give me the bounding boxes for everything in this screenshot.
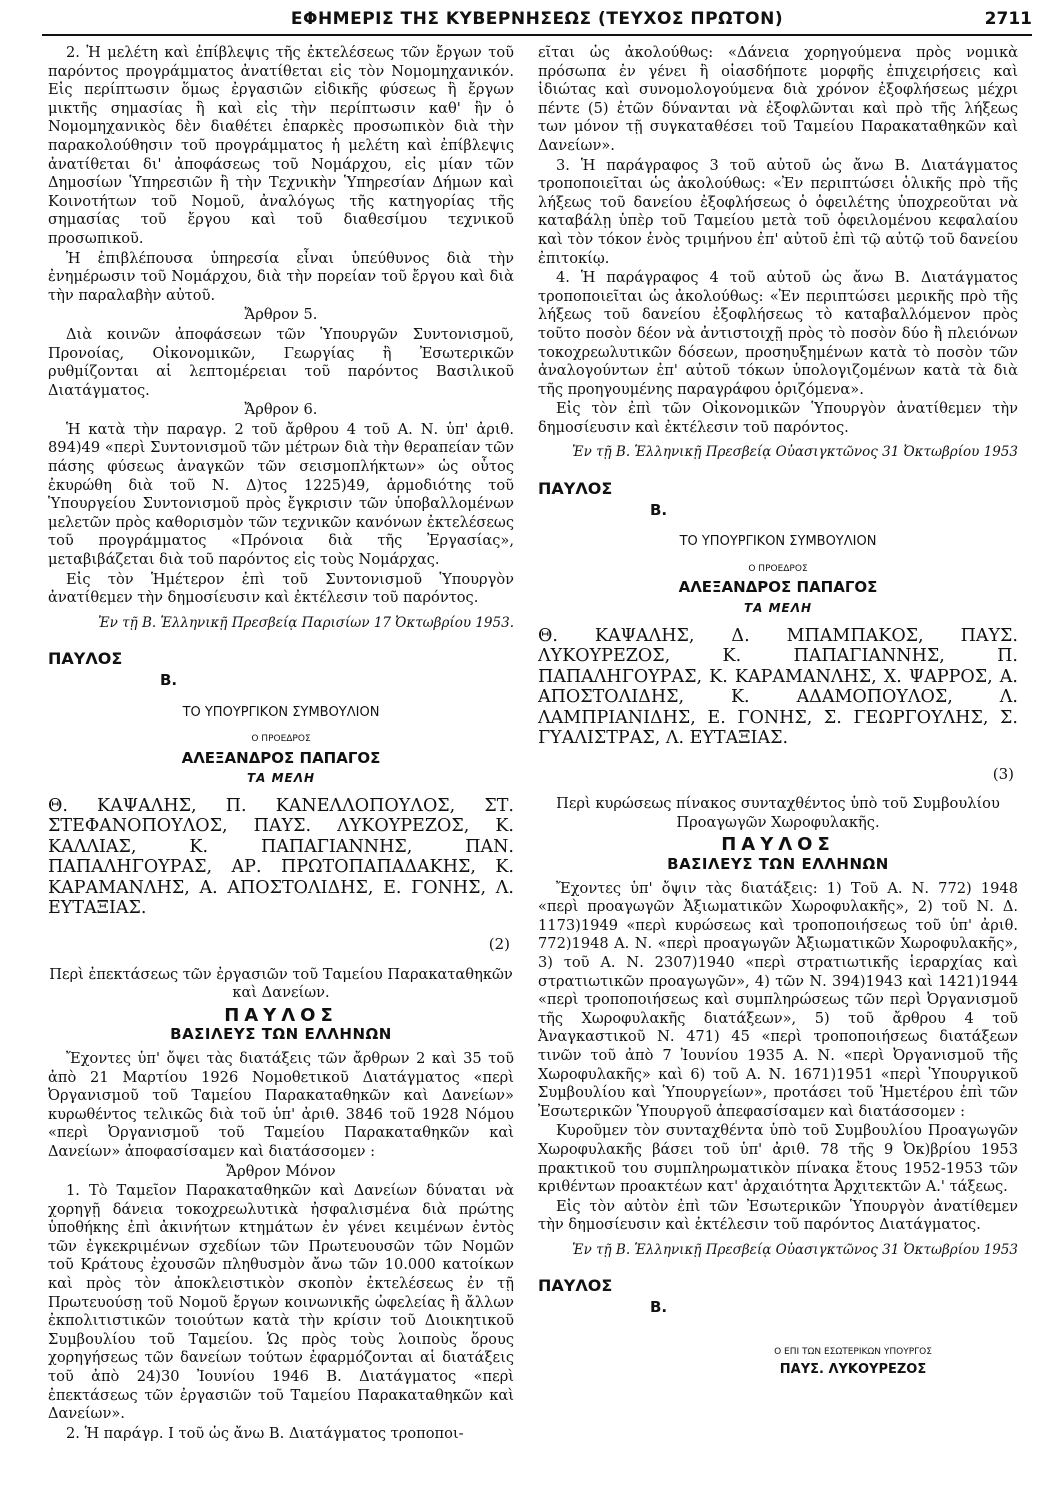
paragraph: 4. Ἡ παράγραφος 4 τοῦ αὐτοῦ ὡς ἄνω Β. Διατάγματος τροποποιεῖται ὡς ἀκολούθως: «Ἐν περιπτώσει μερικῆς πρὸ τῆς λήξεως τοῦ δανείου ἐξοφλήσεως τὸ καταβαλλόμενον πρὸς τοῦτο ποσὸν δέον νὰ ἀντιστοιχῇ πρὸς τὸ ποσὸν δύο ἢ πλειόνων τοκοχρεωλυτικῶν δόσεων, προσηυξημένων κατὰ τὸ ποσὸν τῶν ἀναλογούντων ἐπ' αὐτοῦ τόκων ὑπολογιζομένων κατὰ τὰ διὰ τῆς προηγουμένης παραγράφου ὁριζόμενα». <box>538 269 1018 398</box>
paragraph: 3. Ἡ παράγραφος 3 τοῦ αὐτοῦ ὡς ἄνω Β. Διατάγματος τροποποιεῖται ὡς ἀκολούθως: «Ἐν περιπτώσει ὁλικῆς πρὸ τῆς λήξεως τοῦ δανείου ἐξοφλήσεως ὁ ὀφειλέτης ὑποχρεοῦται νὰ καταβάλῃ ὑπὲρ τοῦ Ταμείου μετὰ τοῦ ὀφειλομένου κεφαλαίου καὶ τὸν τόκον ἑνὸς τριμήνου ἐπ' αὐτοῦ ἐπὶ τῷ αὐτῷ τοῦ δανείου ἐπιτοκίῳ. <box>538 156 1018 267</box>
decree-subject: Περὶ ἐπεκτάσεως τῶν ἐργασιῶν τοῦ Ταμείου Παρακαταθηκῶν καὶ Δανείων. <box>49 965 513 1002</box>
paragraph: 1. Τὸ Ταμεῖον Παρακαταθηκῶν καὶ Δανείων δύναται νὰ χορηγῇ δάνεια τοκοχρεωλυτικὰ ἠσφαλισμένα διὰ πρώτης ὑποθήκης ἐπὶ ἀκινήτων κτημάτων ἐν γένει κειμένων ἐντὸς τῶν ἐγκεκριμένων σχεδίων τῶν Πρωτευουσῶν τῶν Νομῶν τοῦ Κράτους ἐχουσῶν πληθυσμὸν ἄνω τῶν 10.000 κατοίκων καὶ πρὸς τὸν ἀποκλειστικὸν σκοπὸν ἐκτελέσεως ἐν τῇ Πρωτευούσῃ τοῦ Νομοῦ ἔργων κοινωνικῆς ὠφελείας ἢ ἄλλων ἐκπολιτιστικῶν τοιούτων κατὰ τὴν κρίσιν τοῦ Διοικητικοῦ Συμβουλίου τοῦ Ταμείου. Ὡς πρὸς τοὺς λοιποὺς ὅρους χορηγήσεως τῶν δανείων τούτων ἐφαρμόζονται αἱ διατάξεις τοῦ ἀπὸ 24)30 Ἰουνίου 1946 Β. Διατάγματος «περὶ ἐπεκτάσεως τῶν ἐργασιῶν τοῦ Ταμείου Παρακαταθηκῶν καὶ Δανείων». <box>48 1182 514 1423</box>
paragraph: Εἰς τὸν ἐπὶ τῶν Οἰκονομικῶν Ὑπουργὸν ἀνατίθεμεν τὴν δημοσίευσιν καὶ ἐκτέλεσιν τοῦ παρόντος. <box>538 400 1018 436</box>
paragraph: Κυροῦμεν τὸν συνταχθέντα ὑπὸ τοῦ Συμβουλίου Προαγωγῶν Χωροφυλακῆς βάσει τοῦ ὑπ' ἀριθ. 78 τῆς 9 Ὀκ)βρίου 1953 πρακτικοῦ του συμπληρωματικὸν πίνακα ἔτους 1952-1953 τῶν κριθέντων προακτέων κατ' ἀρχαιότητα Ἀρχιτεκτῶν Α.' τάξεως. <box>538 1122 1018 1196</box>
article-heading: Ἄρθρον 5. <box>244 306 318 324</box>
members-list: Θ. ΚΑΨΑΛΗΣ, Δ. ΜΠΑΜΠΑΚΟΣ, ΠΑΥΣ. ΛΥΚΟΥΡΕΖΟΣ, Κ. ΠΑΠΑΓΙΑΝΝΗΣ, Π. ΠΑΠΑΛΗΓΟΥΡΑΣ, Κ. ΚΑΡΑΜΑΝΛΗΣ, Χ. ΨΑΡΡΟΣ, Α. ΑΠΟΣΤΟΛΙΔΗΣ, Κ. ΑΔΑΜΟΠΟΥΛΟΣ, Λ. ΛΑΜΠΡΙΑΝΙΔΗΣ, Ε. ΓΟΝΗΣ, Σ. ΓΕΩΡΓΟΥΛΗΣ, Σ. ΓΥΑΛΙΣΤΡΑΣ, Λ. ΕΥΤΑΞΙΑΣ. <box>538 625 1018 749</box>
paragraph: Εἰς τὸν αὐτὸν ἐπὶ τῶν Ἐσωτερικῶν Ὑπουργὸν ἀνατίθεμεν τὴν δημοσίευσιν καὶ ἐκτέλεσιν τοῦ παρόντος Διατάγματος. <box>538 1197 1018 1234</box>
article-heading: Ἄρθρον Μόνον <box>226 1162 336 1180</box>
members-list: Θ. ΚΑΨΑΛΗΣ, Π. ΚΑΝΕΛΛΟΠΟΥΛΟΣ, ΣΤ. ΣΤΕΦΑΝΟΠΟΥΛΟΣ, ΠΑΥΣ. ΛΥΚΟΥΡΕΖΟΣ, Κ. ΚΑΛΛΙΑΣ, Κ. ΠΑΠΑΓΙΑΝΝΗΣ, ΠΑΝ. ΠΑΠΑΛΗΓΟΥΡΑΣ, ΑΡ. ΠΡΩΤΟΠΑΠΑΔΑΚΗΣ, Κ. ΚΑΡΑΜΑΝΛΗΣ, Α. ΑΠΟΣΤΟΛΙΔΗΣ, Ε. ΓΟΝΗΣ, Λ. ΕΥΤΑΞΙΑΣ. <box>48 795 514 919</box>
king-signature-b: Β. <box>650 1298 668 1317</box>
king-name-heading: ΠΑΥΛΟΣ <box>721 834 835 856</box>
paragraph: Ἡ κατὰ τὴν παραγρ. 2 τοῦ ἄρθρου 4 τοῦ Α. Ν. ὑπ' ἀριθ. 894)49 «περὶ Συντονισμοῦ τῶν μέτρων διὰ τὴν θεραπείαν τῶν πάσης φύσεως ἀναγκῶν τῶν σεισμοπλήκτων» ὡς οὗτος ἐκυρώθη διὰ τοῦ Ν. Δ)τος 1225)49, ἁρμοδιότης τοῦ Ὑπουργείου Συντονισμοῦ πρὸς ἔγκρισιν τῶν ὑποβαλλομένων μελετῶν πρὸς καθορισμὸν τῶν τεχνικῶν κανόνων ἐκτελέσεως τοῦ προγράμματος «Πρόνοια διὰ τῆς Ἐργασίας», μεταβιβάζεται διὰ τοῦ παρόντος εἰς τοὺς Νομάρχας. <box>48 420 514 569</box>
members-label: ΤΑ ΜΕΛΗ <box>246 771 316 786</box>
king-title-heading: ΒΑΣΙΛΕΥΣ ΤΩΝ ΕΛΛΗΝΩΝ <box>667 855 889 873</box>
paragraph: Ἡ ἐπιβλέπουσα ὑπηρεσία εἶναι ὑπεύθυνος διὰ τὴν ἐνημέρωσιν τοῦ Νομάρχου, διὰ τὴν πορείαν τοῦ ἔργου καὶ διὰ τὴν παραλαβὴν αὐτοῦ. <box>48 249 514 304</box>
date-line: Ἐν τῇ Β. Ἑλληνικῇ Πρεσβείᾳ Οὐασιγκτῶνος 31 Ὀκτωβρίου 1953 <box>572 1241 1018 1258</box>
paragraph: Ἔχοντες ὑπ' ὄψιν τὰς διατάξεις: 1) Τοῦ Α. Ν. 772) 1948 «περὶ προαγωγῶν Ἀξιωματικῶν Χωροφυλακῆς», 2) τοῦ Ν. Δ. 1173)1949 «περὶ κυρώσεως καὶ τροποποιήσεως τοῦ ὑπ' ἀριθ. 772)1948 Α. Ν. «περὶ προαγωγῶν Ἀξιωματικῶν Χωροφυλακῆς», 3) τοῦ Α. Ν. 2307)1940 «περὶ στρατιωτικῆς ἱεραρχίας καὶ στρατιωτικῶν προαγωγῶν», 4) τῶν Ν. 394)1943 καὶ 1421)1944 «περὶ τροποποιήσεως καὶ συμπληρώσεως τῶν περὶ Ὀργανισμοῦ τῆς Χωροφυλακῆς διατάξεων», 5) τοῦ ἄρθρου 4 τοῦ Ἀναγκαστικοῦ Ν. 471) 45 «περὶ τροποποιήσεως διατάξεων τινῶν τοῦ ἀπὸ 7 Ἰουνίου 1935 Α. Ν. «περὶ Ὀργανισμοῦ τῆς Χωροφυλακῆς» καὶ 6) τοῦ Α. Ν. 1671)1951 «περὶ Ὑπουργικοῦ Συμβουλίου καὶ Ὑπουργείων», προτάσει τοῦ Ἡμετέρου ἐπὶ τῶν Ἐσωτερικῶν Ὑπουργοῦ ἀπεφασίσαμεν καὶ διατάσσομεν : <box>538 879 1018 1120</box>
right-column <box>538 44 1018 1380</box>
king-signature-b: Β. <box>650 500 668 519</box>
paragraph: 2. Ἡ παράγρ. Ι τοῦ ὡς ἄνω Β. Διατάγματος τροποποι- <box>66 1424 464 1442</box>
paragraph: Ἔχοντες ὑπ' ὄψει τὰς διατάξεις τῶν ἄρθρων 2 καὶ 35 τοῦ ἀπὸ 21 Μαρτίου 1926 Νομοθετικοῦ Διατάγματος «περὶ Ὀργανισμοῦ τοῦ Ταμείου Παρακαταθηκῶν καὶ Δανείων» κυρωθέντος τελικῶς διὰ τοῦ ὑπ' ἀριθ. 3846 τοῦ 1928 Νόμου «περὶ Ὀργανισμοῦ τοῦ Ταμείου Παρακαταθηκῶν καὶ Δανείων» ἀποφασίσαμεν καὶ διατάσσομεν : <box>48 1049 514 1160</box>
king-signature-b: Β. <box>160 671 178 689</box>
king-title-heading: ΒΑΣΙΛΕΥΣ ΤΩΝ ΕΛΛΗΝΩΝ <box>170 1025 392 1044</box>
decree-subject: Περὶ κυρώσεως πίνακος συνταχθέντος ὑπὸ τοῦ Συμβουλίου Προαγωγῶν Χωροφυλακῆς. <box>556 795 1000 831</box>
king-signature: ΠΑΥΛΟΣ <box>538 1276 613 1296</box>
king-signature: ΠΑΥΛΟΣ <box>538 479 613 499</box>
date-line: Ἐν τῇ Β. Ἑλληνικῇ Πρεσβείᾳ Οὐασιγκτῶνος 31 Ὀκτωβρίου 1953 <box>572 444 1018 461</box>
left-column <box>48 44 514 1444</box>
minister-label: Ο ΕΠΙ ΤΩΝ ΕΣΩΤΕΡΙΚΩΝ ΥΠΟΥΡΓΟΣ <box>774 1346 932 1357</box>
gazette-title: ΕΦΗΜΕΡΙΣ ΤΗΣ ΚΥΒΕΡΝΗΣΕΩΣ (ΤΕΥΧΟΣ ΠΡΩΤΟΝ) <box>290 9 784 29</box>
minister-name: ΠΑΥΣ. ΛΥΚΟΥΡΕΖΟΣ <box>779 1362 927 1378</box>
page-number: 2711 <box>984 9 1032 29</box>
page-header <box>42 8 1032 36</box>
members-label: ΤΑ ΜΕΛΗ <box>743 601 813 616</box>
president-name: ΑΛΕΞΑΝΔΡΟΣ ΠΑΠΑΓΟΣ <box>678 578 878 597</box>
president-label: Ο ΠΡΟΕΔΡΟΣ <box>251 734 311 745</box>
king-signature: ΠΑΥΛΟΣ <box>48 649 123 669</box>
decree-number: (3) <box>992 764 1014 783</box>
paragraph: 2. Ἡ μελέτη καὶ ἐπίβλεψις τῆς ἐκτελέσεως τῶν ἔργων τοῦ παρόντος προγράμματος ἀνατίθεται εἰς τὸν Νομομηχανικόν. Εἰς περίπτωσιν ὅμως ἐργασιῶν εἰδικῆς φύσεως ἢ ἔργων μικτῆς σημασίας ἢ καὶ εἰς τὴν περίπτωσιν καθ' ἣν ὁ Νομομηχανικὸς δὲν διαθέτει ἐπαρκὲς προσωπικὸν διὰ τὴν παρακολούθησιν τοῦ προγράμματος ἡ μελέτη καὶ ἐπίβλεψις ἀνατίθεται δι' ἀποφάσεως τοῦ Νομάρχου, εἰς μίαν τῶν Δημοσίων Ὑπηρεσιῶν ἢ τὴν Τεχνικὴν Ὑπηρεσίαν Δήμων καὶ Κοινοτήτων τοῦ Νομοῦ, ἀναλόγως τῆς κατηγορίας τῆς σημασίας τοῦ ἔργου καὶ τοῦ διαθεσίμου τεχνικοῦ προσωπικοῦ. <box>48 44 514 247</box>
paragraph: Εἰς τὸν Ἡμέτερον ἐπὶ τοῦ Συντονισμοῦ Ὑπουργὸν ἀνατίθεμεν τὴν δημοσίευσιν καὶ ἐκτέλεσιν τοῦ παρόντος. <box>48 570 514 607</box>
council-heading: ΤΟ ΥΠΟΥΡΓΙΚΟΝ ΣΥΜΒΟΥΛΙΟΝ <box>182 704 380 720</box>
decree-number: (2) <box>488 934 510 953</box>
council-heading: ΤΟ ΥΠΟΥΡΓΙΚΟΝ ΣΥΜΒΟΥΛΙΟΝ <box>679 534 877 550</box>
date-line: Ἐν τῇ Β. Ἑλληνικῇ Πρεσβείᾳ Παρισίων 17 Ὀκτωβρίου 1953. <box>98 614 514 631</box>
president-name: ΑΛΕΞΑΝΔΡΟΣ ΠΑΠΑΓΟΣ <box>181 748 381 767</box>
paragraph: εῖται ὡς ἀκολούθως: «Δάνεια χορηγούμενα πρὸς νομικὰ πρόσωπα ἐν γένει ἢ οἱασδήποτε μορφῆς ἐπιχειρήσεις καὶ ἰδιώτας καὶ συνομολογούμενα διὰ χρόνον ἐξοφλήσεως μέχρι πέντε (5) ἐτῶν δύνανται νὰ ἐξοφλῶνται καὶ πρὸ τῆς λήξεως των μόνον τῇ συγκαταθέσει τοῦ Ταμείου Παρακαταθηκῶν καὶ Δανείων». <box>538 44 1018 154</box>
king-name-heading: ΠΑΥΛΟΣ <box>224 1004 338 1026</box>
article-heading: Ἄρθρον 6. <box>244 401 318 419</box>
paragraph: Διὰ κοινῶν ἀποφάσεων τῶν Ὑπουργῶν Συντονισμοῦ, Προνοίας, Οἰκονομικῶν, Γεωργίας ἢ Ἐσωτερικῶν ρυθμίζονται αἱ λεπτομέρειαι τοῦ παρόντος Βασιλικοῦ Διατάγματος. <box>48 325 514 399</box>
president-label: Ο ΠΡΟΕΔΡΟΣ <box>748 563 808 574</box>
